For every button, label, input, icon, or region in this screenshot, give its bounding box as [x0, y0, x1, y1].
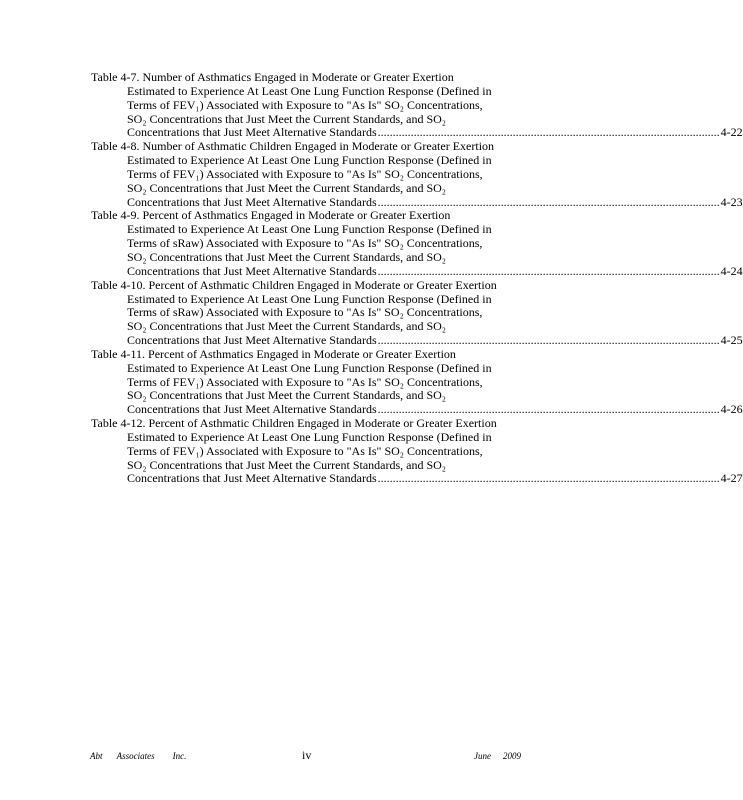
- toc-entry-line: Terms of sRaw) Associated with Exposure to "As Is" SO₂ Concentrations,: [127, 305, 483, 320]
- toc-entry-title-line: Table 4-10. Percent of Asthmatic Children Engaged in Moderate or Greater Exertion: [91, 277, 497, 292]
- dot-leader: ..................................................................................................................: [377, 194, 720, 209]
- toc-entry-title-line: Table 4-11. Percent of Asthmatics Engaged in Moderate or Greater Exertion: [91, 346, 456, 361]
- toc-entry[interactable]: [91, 139, 743, 209]
- toc-page-number: 4-25: [720, 333, 743, 348]
- toc-entry-line: SO₂ Concentrations that Just Meet the Current Standards, and SO₂: [127, 180, 446, 195]
- toc-entry-title-line: Table 4-8. Number of Asthmatic Children Engaged in Moderate or Greater Exertion: [91, 139, 495, 154]
- toc-entry-title-line: Table 4-9. Percent of Asthmatics Engaged in Moderate or Greater Exertion: [91, 208, 451, 223]
- footer-month: June: [474, 751, 491, 761]
- toc-entry-line: Terms of FEV₁) Associated with Exposure to "As Is" SO₂ Concentrations,: [127, 166, 483, 181]
- footer-organization: [90, 751, 186, 761]
- dot-leader: ..................................................................................................................: [377, 125, 720, 140]
- toc-page-number: 4-22: [720, 125, 743, 140]
- toc-entry-line: Terms of FEV₁) Associated with Exposure to "As Is" SO₂ Concentrations,: [127, 97, 483, 112]
- toc-entry-line: SO₂ Concentrations that Just Meet the Current Standards, and SO₂: [127, 319, 446, 334]
- toc-entry-line: SO₂ Concentrations that Just Meet the Current Standards, and SO₂: [127, 457, 446, 472]
- toc-entry-line: Estimated to Experience At Least One Lung Function Response (Defined in: [127, 429, 492, 444]
- toc-entry[interactable]: [91, 208, 743, 278]
- toc-entry[interactable]: [91, 70, 743, 140]
- toc-entry[interactable]: [91, 346, 743, 417]
- footer-year: 2009: [503, 751, 521, 761]
- dot-leader: ..................................................................................................................: [377, 263, 720, 278]
- toc-entry-last-line: [91, 194, 743, 210]
- footer-page-number: iv: [302, 748, 312, 762]
- table-of-contents: [91, 70, 743, 486]
- footer-org-suffix: Inc.: [172, 751, 187, 761]
- toc-entry-line: Terms of FEV₁) Associated with Exposure to "As Is" SO₂ Concentrations,: [127, 374, 483, 389]
- toc-page-number: 4-26: [720, 402, 743, 417]
- toc-entry-title-line: Table 4-12. Percent of Asthmatic Children Engaged in Moderate or Greater Exertion: [91, 416, 497, 431]
- toc-entry-last-line: [91, 125, 743, 140]
- toc-entry-title-line: Table 4-7. Number of Asthmatics Engaged in Moderate or Greater Exertion: [91, 70, 454, 84]
- toc-entry-last-line: [91, 263, 743, 279]
- toc-entry-line: Estimated to Experience At Least One Lung Function Response (Defined in: [127, 83, 492, 98]
- toc-entry-line: SO₂ Concentrations that Just Meet the Current Standards, and SO₂: [127, 111, 446, 126]
- dot-leader: ..................................................................................................................: [377, 471, 720, 486]
- toc-entry-line: SO₂ Concentrations that Just Meet the Current Standards, and SO₂: [127, 249, 446, 264]
- toc-entry-line: Terms of FEV₁) Associated with Exposure to "As Is" SO₂ Concentrations,: [127, 443, 483, 458]
- toc-entry-line: Concentrations that Just Meet Alternative Standards: [127, 333, 377, 348]
- toc-entry[interactable]: [91, 416, 743, 486]
- dot-leader: ..................................................................................................................: [377, 333, 720, 348]
- toc-entry-last-line: [91, 471, 743, 486]
- toc-entry-line: Concentrations that Just Meet Alternative Standards: [127, 125, 377, 140]
- toc-entry[interactable]: [91, 277, 743, 348]
- page-footer: [0, 748, 618, 764]
- toc-page-number: 4-27: [720, 471, 743, 486]
- footer-org-name: Abt Associates: [90, 751, 155, 761]
- toc-entry-line: Concentrations that Just Meet Alternative Standards: [127, 471, 377, 486]
- toc-entry-line: SO₂ Concentrations that Just Meet the Current Standards, and SO₂: [127, 388, 446, 403]
- toc-entry-line: Terms of sRaw) Associated with Exposure to "As Is" SO₂ Concentrations,: [127, 236, 483, 251]
- toc-entry-line: Estimated to Experience At Least One Lung Function Response (Defined in: [127, 291, 492, 306]
- toc-entry-last-line: [91, 402, 743, 417]
- toc-entry-line: Concentrations that Just Meet Alternative Standards: [127, 194, 377, 209]
- toc-entry-line: Concentrations that Just Meet Alternative Standards: [127, 263, 377, 278]
- toc-page-number: 4-24: [720, 263, 743, 278]
- toc-page-number: 4-23: [720, 194, 743, 209]
- toc-entry-line: Estimated to Experience At Least One Lung Function Response (Defined in: [127, 153, 492, 168]
- toc-entry-line: Estimated to Experience At Least One Lung Function Response (Defined in: [127, 360, 492, 375]
- dot-leader: ..................................................................................................................: [377, 402, 720, 417]
- toc-entry-line: Concentrations that Just Meet Alternative Standards: [127, 402, 377, 417]
- footer-date: [474, 751, 521, 761]
- toc-entry-line: Estimated to Experience At Least One Lung Function Response (Defined in: [127, 222, 492, 237]
- toc-entry-last-line: [91, 333, 743, 348]
